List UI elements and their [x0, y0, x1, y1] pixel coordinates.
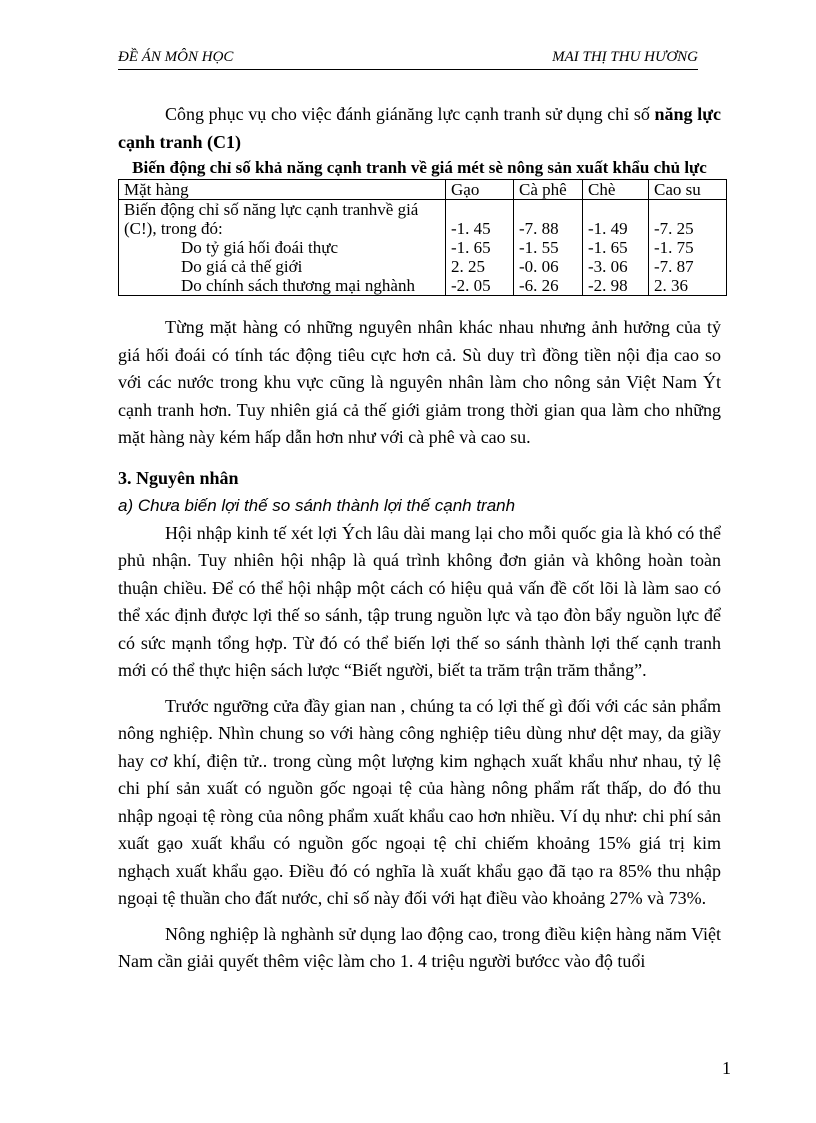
value-cell-gao [446, 200, 514, 296]
value: -6. 26 [519, 276, 559, 295]
value: -1. 75 [654, 238, 694, 257]
value-cell-che [583, 200, 649, 296]
value: -3. 06 [588, 257, 628, 276]
value: -7. 87 [654, 257, 694, 276]
row-label-sub: Do tỷ giá hối đoái thực [181, 238, 338, 257]
table-header-row [119, 180, 727, 200]
price-competitiveness-table [118, 179, 727, 296]
body-paragraph: Nông nghiệp là nghành sử dụng lao động cao, trong điều kiện hàng năm Việt Nam cần giải quyết thêm việc làm cho 1. 4 triệu người bướcc vào độ tuổi [118, 923, 721, 971]
value: -7. 88 [519, 219, 559, 238]
value: -7. 25 [654, 219, 694, 238]
header-right: MAI THỊ THU HƯƠNG [552, 49, 698, 65]
row-label-sub: Do chính sách thương mại nghành [181, 276, 415, 295]
value: -1. 49 [588, 219, 628, 238]
value: -1. 65 [451, 238, 491, 257]
body-paragraph: Hội nhập kinh tế xét lợi Ých lâu dài mang lại cho mỗi quốc gia là khó có thể phủ nhận. Tuy nhiên hội nhập là quá trình không đơn giản và không hoàn toàn thuận chiều. Để có thể hội nhập một cách có hiệu quả vấn đề cốt lõi là làm sao có thể xác định được lợi thế so sánh, tập trung nguồn lực và tạo đòn bẩy nguồn lực để có sức mạnh tổng hợp. Từ đó có thể biến lợi thế so sánh thành lợi thế cạnh tranh mới có thể thực hiện sách lược “Biết người, biết ta trăm trận trăm thắng”. [118, 522, 721, 680]
intro-paragraph [118, 101, 721, 156]
value: -1. 55 [519, 238, 559, 257]
subsection-heading: a) Chưa biến lợi thế so sánh thành lợi thế cạnh tranh [118, 496, 516, 515]
header-left: ĐỀ ÁN MÔN HỌC [118, 49, 234, 65]
value: -1. 45 [451, 219, 491, 238]
value: -1. 65 [588, 238, 628, 257]
paragraph-after-table: Từng mặt hàng có những nguyên nhân khác nhau nhưng ảnh hưởng của tỷ giá hối đoái có tính tác động tiêu cực hơn cả. Sù duy trì đồng tiền nội địa cao so với các nước trong khu vực cũng là nguyên nhân làm cho nông sản Việt Nam Ýt cạnh tranh hơn. Tuy nhiên giá cả thế giới giảm trong thời gian qua làm cho những mặt hàng này kém hấp dẫn hơn như với cà phê và cao su. [118, 317, 721, 447]
page-header [118, 47, 698, 70]
page-content [118, 101, 721, 976]
header-cell: Cao su [649, 180, 727, 200]
row-label-main: Biến động chỉ số năng lực cạnh tranhvề giá (C!), trong đó: [124, 200, 419, 238]
table-caption: Biến động chỉ số khả năng cạnh tranh về giá mét sè nông sản xuất khẩu chủ lực [132, 158, 707, 177]
header-cell: Chè [583, 180, 649, 200]
value-cell-cao-su [649, 200, 727, 296]
intro-bold: năng lực cạnh tranh (C1) [118, 104, 721, 152]
value: -2. 98 [588, 276, 628, 295]
value-cell-ca-phe [514, 200, 583, 296]
value: -2. 05 [451, 276, 491, 295]
value: 2. 25 [451, 257, 485, 276]
row-label-sub: Do giá cả thế giới [181, 257, 303, 276]
body-paragraph: Trước ngưỡng cửa đầy gian nan , chúng ta có lợi thế gì đối với các sản phẩm nông nghiệp. Nhìn chung so với hàng công nghiệp tiêu dùng như dệt may, da giầy hay cơ khí, điện tử.. trong cùng một lượng kim nghạch xuất khẩu như nhau, tỷ lệ chi phí sản xuất có nguồn gốc ngoại tệ của hàng nông phẩm rất thấp, do đó thu nhập ngoại tệ ròng của nông phẩm xuất khẩu cao hơn nhiều. Ví dụ như: chi phí sản xuất gạo xuất khẩu có nguồn gốc ngoại tệ chỉ chiếm khoảng 15% giá trị kim nghạch xuất khẩu gạo. Điều đó có nghĩa là xuất khẩu gạo đã tạo ra 85% thu nhập ngoại tệ thuần cho đất nước, chỉ số này đối với hạt điều vào khoảng 27% và 73%. [118, 695, 721, 908]
value: -0. 06 [519, 257, 559, 276]
header-cell: Mặt hàng [119, 180, 446, 200]
header-cell: Gạo [446, 180, 514, 200]
page-number: 1 [722, 1058, 731, 1078]
row-labels-cell [119, 200, 446, 296]
value: 2. 36 [654, 276, 688, 295]
intro-text: Công phục vụ cho việc đánh giánăng lực cạnh tranh sử dụng chỉ số [165, 104, 655, 124]
table-row [119, 200, 727, 296]
section-heading: 3. Nguyên nhân [118, 467, 239, 488]
header-cell: Cà phê [514, 180, 583, 200]
